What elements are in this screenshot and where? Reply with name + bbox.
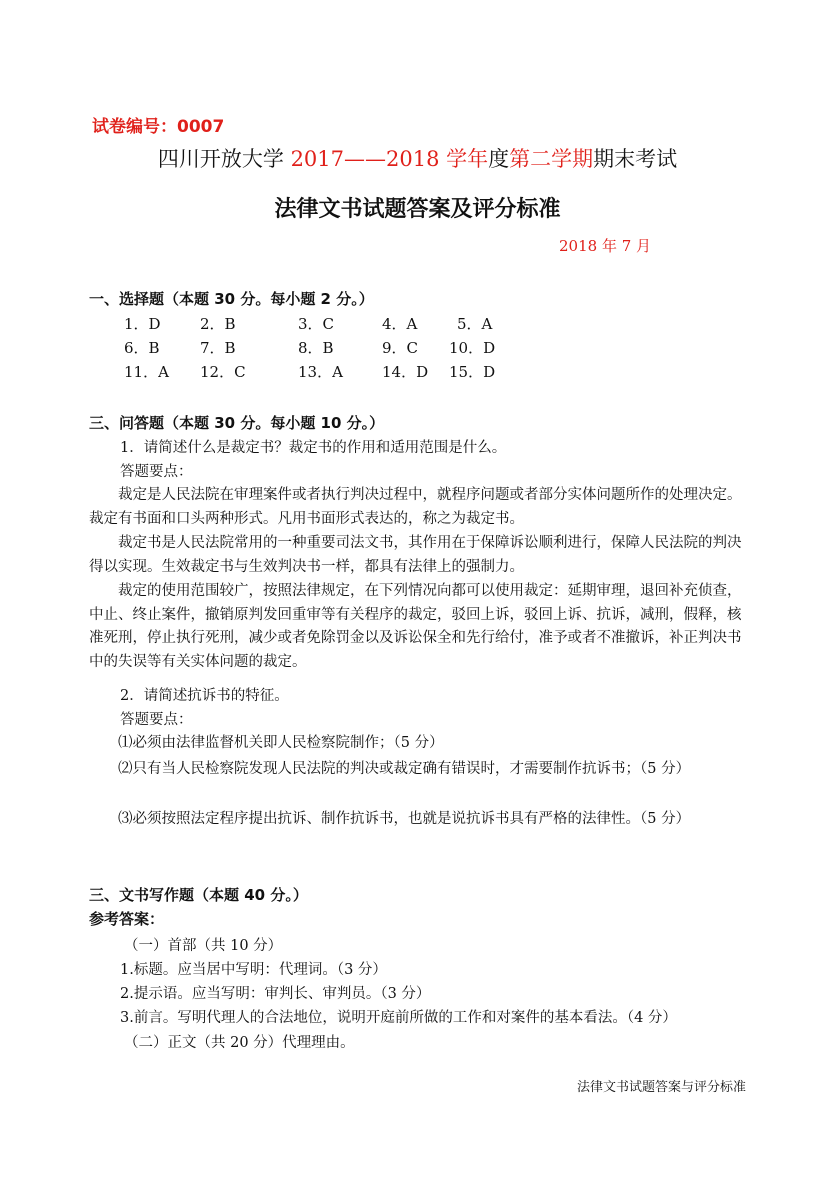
- q2-item-3: ⑶必须按照法定程序提出抗诉、制作抗诉书，也就是说抗诉书具有严格的法律性。（5 分）: [118, 811, 691, 827]
- q2-item-1: ⑴必须由法律监督机关即人民检察院制作；（5 分）: [118, 735, 444, 751]
- answer-3: 3．C: [298, 315, 335, 333]
- answer-13: 13．A: [298, 363, 343, 381]
- section3-heading: 三、文书写作题（本题 40 分。）: [89, 886, 308, 904]
- s3-line-3: 2.提示语。应当写明：审判长、审判员。（3 分）: [120, 986, 431, 1002]
- document-date: 2018 年 7 月: [559, 237, 652, 255]
- answer-15: 15．D: [449, 363, 496, 381]
- title-school: 四川开放大学: [157, 147, 291, 171]
- page-footer: 法律文书试题答案与评分标准: [576, 1080, 746, 1095]
- s3-line-2: 1.标题。应当居中写明：代理词。（3 分）: [120, 962, 387, 978]
- section2-heading: 三、问答题（本题 30 分。每小题 10 分。）: [89, 414, 385, 432]
- answer-8: 8．B: [298, 339, 334, 357]
- q2-points-label: 答题要点：: [120, 712, 193, 728]
- answer-4: 4．A: [382, 315, 418, 333]
- q1-points-label: 答题要点：: [120, 464, 193, 480]
- answer-14: 14．D: [382, 363, 429, 381]
- answer-5: 5．A: [457, 315, 493, 333]
- exam-title: [0, 143, 835, 173]
- answer-7: 7．B: [200, 339, 236, 357]
- answer-10: 10．D: [449, 339, 496, 357]
- answer-11: 11．A: [124, 363, 169, 381]
- document-subtitle: 法律文书试题答案及评分标准: [274, 197, 561, 222]
- title-year: 2017——2018 学年: [290, 147, 489, 171]
- answer-9: 9．C: [382, 339, 419, 357]
- answer-1: 1．D: [124, 315, 161, 333]
- title-semester: 第二学期: [509, 147, 594, 171]
- q2-item-2: ⑵只有当人民检察院发现人民法院的判决或裁定确有错误时，才需要制作抗诉书；（5 分）: [118, 761, 691, 777]
- title-exam: 期末考试: [593, 147, 678, 171]
- question-2: 2．请简述抗诉书的特征。: [120, 688, 289, 704]
- q1-paragraph-1: 裁定是人民法院在审理案件或者执行判决过程中，就程序问题或者部分实体问题所作的处理决定。裁定有书面和口头两种形式。凡用书面形式表达的，称之为裁定书。: [89, 487, 742, 527]
- q1-paragraph-3: 裁定的使用范围较广，按照法律规定，在下列情况向都可以使用裁定：延期审理，退回补充侦查，中止、终止案件，撤销原判发回重审等有关程序的裁定，驳回上诉，驳回上诉、抗诉，减刑，假释，核准死刑，停止执行死刑，减少或者免除罚金以及诉讼保全和先行给付，准予或者不准撤诉，补正判决书中的失误等有关实体问题的裁定。: [89, 583, 742, 670]
- exam-code: 试卷编号：0007: [92, 117, 225, 137]
- s3-line-4: 3.前言。写明代理人的合法地位，说明开庭前所做的工作和对案件的基本看法。（4 分）: [120, 1010, 677, 1026]
- q1-paragraph-2: 裁定书是人民法院常用的一种重要司法文书，其作用在于保障诉讼顺利进行，保障人民法院的判决得以实现。生效裁定书与生效判决书一样，都具有法律上的强制力。: [89, 535, 742, 575]
- question-1: 1．请简述什么是裁定书？裁定书的作用和适用范围是什么。: [120, 440, 507, 456]
- title-du: 度: [488, 147, 510, 171]
- answer-2: 2．B: [200, 315, 236, 333]
- section1-heading: 一、选择题（本题 30 分。每小题 2 分。）: [89, 290, 374, 308]
- s3-line-5: （二）正文（共 20 分）代理理由。: [124, 1035, 355, 1051]
- reference-answer-label: 参考答案：: [89, 910, 165, 928]
- answer-12: 12．C: [200, 363, 246, 381]
- answer-6: 6．B: [124, 339, 160, 357]
- s3-line-1: （一）首部（共 10 分）: [124, 938, 283, 954]
